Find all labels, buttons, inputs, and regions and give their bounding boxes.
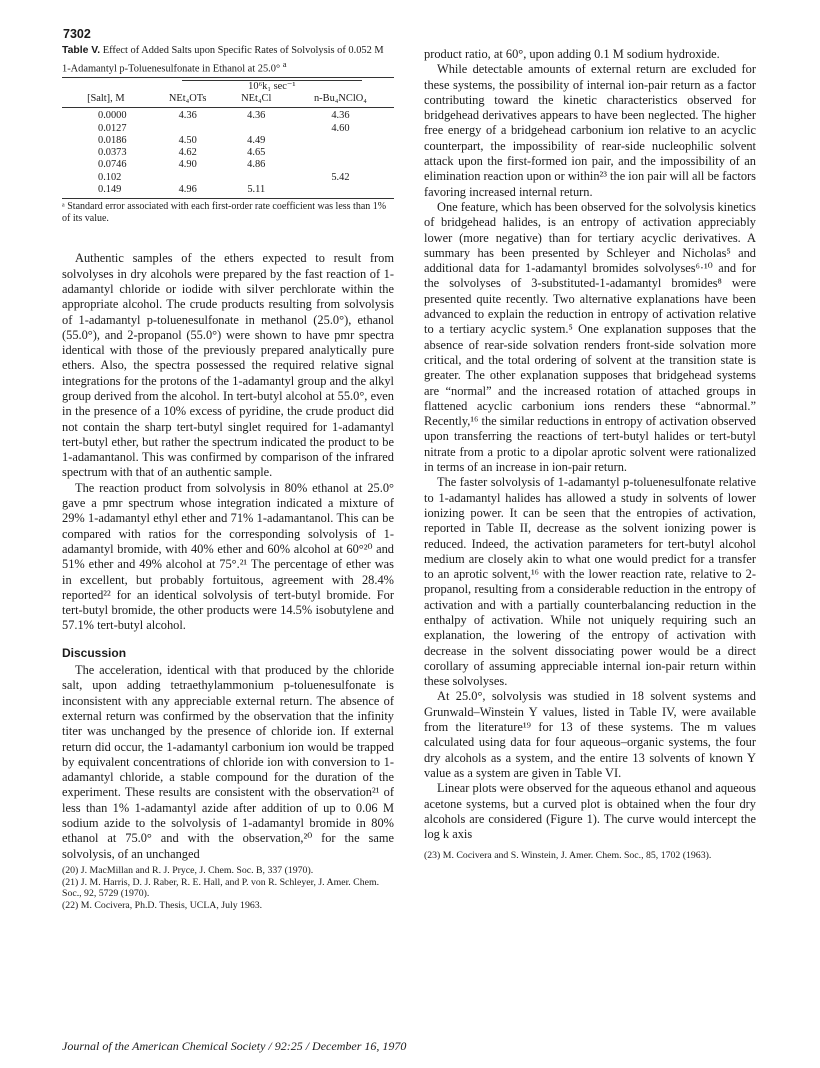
table-column-header: NEt₄Cl bbox=[226, 93, 287, 108]
table-cell: 5.42 bbox=[331, 171, 350, 183]
table-column-header: NEt₄OTs bbox=[150, 93, 226, 108]
table-cell: 0.0373 bbox=[98, 147, 127, 159]
table-cell: 4.60 bbox=[331, 122, 350, 134]
table-header-row bbox=[62, 93, 394, 108]
body-paragraph: Authentic samples of the ethers expected to result from solvolyses in dry alcohols were prepared by the fast reaction of 1-adamantyl chloride or iodide with silver perchlorate within the appropriate alcohol. The crude products resulting from solvolysis of 1-adamantyl p-toluenesulfonate in methanol (25.0°), ethanol (55.0°), and 2-propanol (55.0°) were shown to have pmr spectra identical with those of the previously prepared analytically pure ethers. Also, the spectra possessed the required relative signal integrations for the protons of the 1-adamantyl group and the alkyl group derived from the alcohol. In tert-butyl alcohol at 55.0°, even in the presence of a 10% excess of pyridine, the crude product did not contain the sharp tert-butyl singlet required for 1-adamantyl tert-butyl ether, but rather the spectrum indicated the product to be 1-adamantanol. This was confirmed by comparison of the infrared spectrum with that of an authentic sample. bbox=[62, 251, 394, 480]
table-row bbox=[62, 184, 394, 199]
table-row bbox=[62, 135, 394, 147]
right-body-text bbox=[424, 47, 756, 842]
body-paragraph: One feature, which has been observed for the solvolysis kinetics of bridgehead halides, is an entropy of activation appreciably lower (more negative) than for tertiary acyclic derivatives. A summary has been presented by Schleyer and Nicholas⁵ and additional data for 1-adamantyl bromides solvolyses⁶·¹⁰ and for the solvolyses of 3-substituted-1-adamantyl bromides⁸ were presented quite recently. Two alternative explanations have been advanced to explain the reduction in entropy of activation relative to a tertiary acyclic system.⁵ One explanation supposes that the absence of rear-side solvation renders front-side solvation more critical, and the total ordering of solvent at the transition state is greater. The other explanation supposes that bridgehead systems are “normal” and the increased rotation of attached groups in flattened acyclic carbonium ions renders these “abnormal.” Recently,¹⁶ the similar reductions in entropy of activation observed upon transferring the reactions of tert-butyl halides or tert-butyl nitrate from a protic to a dipolar aprotic solvent were rationalized in terms of an increase in ion-pair return. bbox=[424, 199, 756, 475]
table-column-header: n-Bu₄NClO₄ bbox=[287, 93, 394, 108]
table-caption-mark: a bbox=[282, 58, 287, 69]
table-cell: 0.0746 bbox=[98, 159, 127, 171]
reference-item: (23) M. Cocivera and S. Winstein, J. Amer. Chem. Soc., 85, 1702 (1963). bbox=[424, 850, 712, 862]
table-label: Table V. bbox=[62, 45, 101, 56]
body-paragraph: Linear plots were observed for the aqueous ethanol and aqueous acetone systems, but a curved plot is obtained when the four dry alcohols are considered (Figure 1). The curve would intercept the log k axis bbox=[424, 781, 756, 842]
table-cell bbox=[150, 123, 226, 135]
table-row bbox=[62, 159, 394, 171]
table-cell: 4.49 bbox=[247, 134, 266, 146]
table-cell: 4.62 bbox=[178, 147, 197, 159]
table-cell bbox=[287, 147, 394, 159]
reference-item: (22) M. Cocivera, Ph.D. Thesis, UCLA, July 1963. bbox=[62, 899, 263, 911]
body-paragraph: At 25.0°, solvolysis was studied in 18 solvent systems and Grunwald–Winstein Y values, listed in Table IV, were available from the literature¹⁹ for 13 of these systems. The m values calculated using data for four aqueous–organic systems, the four dry alcohols as a system, and the entire 13 solvents of known Y value as a system are given in Table VI. bbox=[424, 689, 756, 780]
data-table bbox=[62, 77, 394, 200]
table-cell: 4.65 bbox=[247, 147, 266, 159]
table-cell: 0.0000 bbox=[98, 110, 127, 122]
table-cell: 0.0127 bbox=[98, 122, 127, 134]
table-cell: 4.36 bbox=[178, 110, 197, 122]
table-caption-text: Effect of Added Salts upon Specific Rates of Solvolysis of 0.052 M 1-Adamantyl p-Toluenesulfonate in Ethanol at 25.0° bbox=[62, 45, 384, 75]
table-span-header bbox=[150, 77, 394, 93]
table-blank-head bbox=[62, 77, 150, 93]
body-paragraph: product ratio, at 60°, upon adding 0.1 M sodium hydroxide. bbox=[424, 47, 720, 61]
table-cell: 0.149 bbox=[62, 184, 150, 199]
table-body bbox=[62, 108, 394, 199]
table-cell bbox=[287, 135, 394, 147]
reference-item: (21) J. M. Harris, D. J. Raber, R. E. Hall, and P. von R. Schleyer, J. Amer. Chem. Soc., 92, 5729 (1970). bbox=[62, 876, 380, 900]
table-caption bbox=[62, 45, 394, 76]
running-footer: Journal of the American Chemical Society / 92:25 / December 16, 1970 bbox=[62, 1039, 407, 1053]
table-cell: 5.11 bbox=[226, 184, 287, 199]
right-column bbox=[424, 47, 756, 862]
left-references bbox=[62, 865, 394, 911]
left-body-text bbox=[62, 251, 394, 633]
table-cell bbox=[287, 159, 394, 171]
table-row bbox=[62, 147, 394, 159]
table-cell: 4.36 bbox=[247, 110, 266, 122]
table-cell: 4.36 bbox=[331, 110, 350, 122]
body-paragraph: The faster solvolysis of 1-adamantyl p-toluenesulfonate relative to 1-adamantyl halides has allowed a study in solvents of lower ionizing power. It can be seen that the entropies of activation, reported in Table II, decrease as the solvent ionizing power is reduced. Indeed, the activation parameters for tert-butyl alcohol medium are closely akin to what one would predict for a transfer to an aprotic solvent,¹⁶ with the lower reaction rate, relative to 2-propanol, resulting from a considerable reduction in the entropy of activation and with a partially counterbalancing reduction in the enthalpy of activation. While not uniquely requiring such an explanation, the lowering of the entropy of activation with decrease in the solvent dissociating power would be a direct corollary of assuming appreciable internal ion-pair return within these solvolyses. bbox=[424, 475, 756, 689]
table-row bbox=[62, 108, 394, 123]
right-references bbox=[424, 850, 756, 862]
table-column-header: [Salt], M bbox=[62, 93, 150, 108]
page-number: 7302 bbox=[63, 27, 91, 41]
table-cell: 0.0186 bbox=[98, 134, 127, 146]
table-cell: 4.86 bbox=[247, 159, 266, 171]
discussion-paragraph: The acceleration, identical with that produced by the chloride salt, upon adding tetraethylammonium p-toluenesulfonate is inconsistent with any appreciable external return. The absence of external return was confirmed by the observation that the infinity titer was unchanged by the presence of chloride ion. If external return did occur, the 1-adamantyl carbonium ion would be trapped by equivalent concentrations of chloride ion with conversion to 1-adamantyl chloride, a stable compound for the duration of the experiment. These results are consistent with the observation²¹ of less than 1% 1-adamantyl azide after addition of up to 0.06 M sodium azide to the solvolysis of 1-adamantyl bromide in 80% ethanol at 75.0° and with the observation,²⁰ for the same solvolysis, of an unchanged bbox=[62, 663, 394, 861]
table-row bbox=[62, 172, 394, 184]
table-row bbox=[62, 123, 394, 135]
table-footnote: ᵃ Standard error associated with each first-order rate coefficient was less than 1% of its value. bbox=[62, 201, 387, 225]
discussion-heading: Discussion bbox=[62, 645, 127, 660]
table-cell: 4.96 bbox=[150, 184, 226, 199]
table-cell bbox=[226, 123, 287, 135]
table-cell bbox=[226, 172, 287, 184]
table-cell: 4.90 bbox=[178, 159, 197, 171]
table-cell bbox=[150, 172, 226, 184]
reference-item: (20) J. MacMillan and R. J. Pryce, J. Chem. Soc. B, 337 (1970). bbox=[62, 864, 314, 876]
body-paragraph: While detectable amounts of external return are excluded for these systems, the possibility of internal ion-pair return as a factor contributing toward the kinetic characteristics observed for bridgehead derivatives appears to have been neglected. The higher free energy of a bridgehead carbonium ion relative to an acyclic counterpart, the impossibility of rear-side nucleophilic solvent attack upon the first-formed ion pair, and the impossibility of an elimination reaction upon or within²³ the ion pair will all be factors favoring increased internal return. bbox=[424, 62, 756, 199]
body-paragraph: The reaction product from solvolysis in 80% ethanol at 25.0° gave a pmr spectrum whose integration indicated a mixture of 29% 1-adamantyl ethyl ether and 71% 1-adamantanol. This can be compared with ratios for the corresponding solvolysis of 1-adamantyl bromide, with 40% ether and 60% alcohol at 60°²⁰ and 51% ether and 49% alcohol at 75°.²¹ The percentage of ether was in excellent, but probably fortuitous, agreement with 28.4% reported²² for an identical solvolysis of tert-butyl bromide. For tert-butyl bromide, the other products were 14.5% isobutylene and 57.1% tert-butyl alcohol. bbox=[62, 480, 394, 633]
table-cell bbox=[287, 184, 394, 199]
table-cell: 4.50 bbox=[178, 134, 197, 146]
left-column bbox=[62, 45, 394, 911]
table-cell: 0.102 bbox=[98, 171, 122, 183]
table-span-header-label: 10⁶k₁ sec⁻¹ bbox=[182, 80, 362, 93]
